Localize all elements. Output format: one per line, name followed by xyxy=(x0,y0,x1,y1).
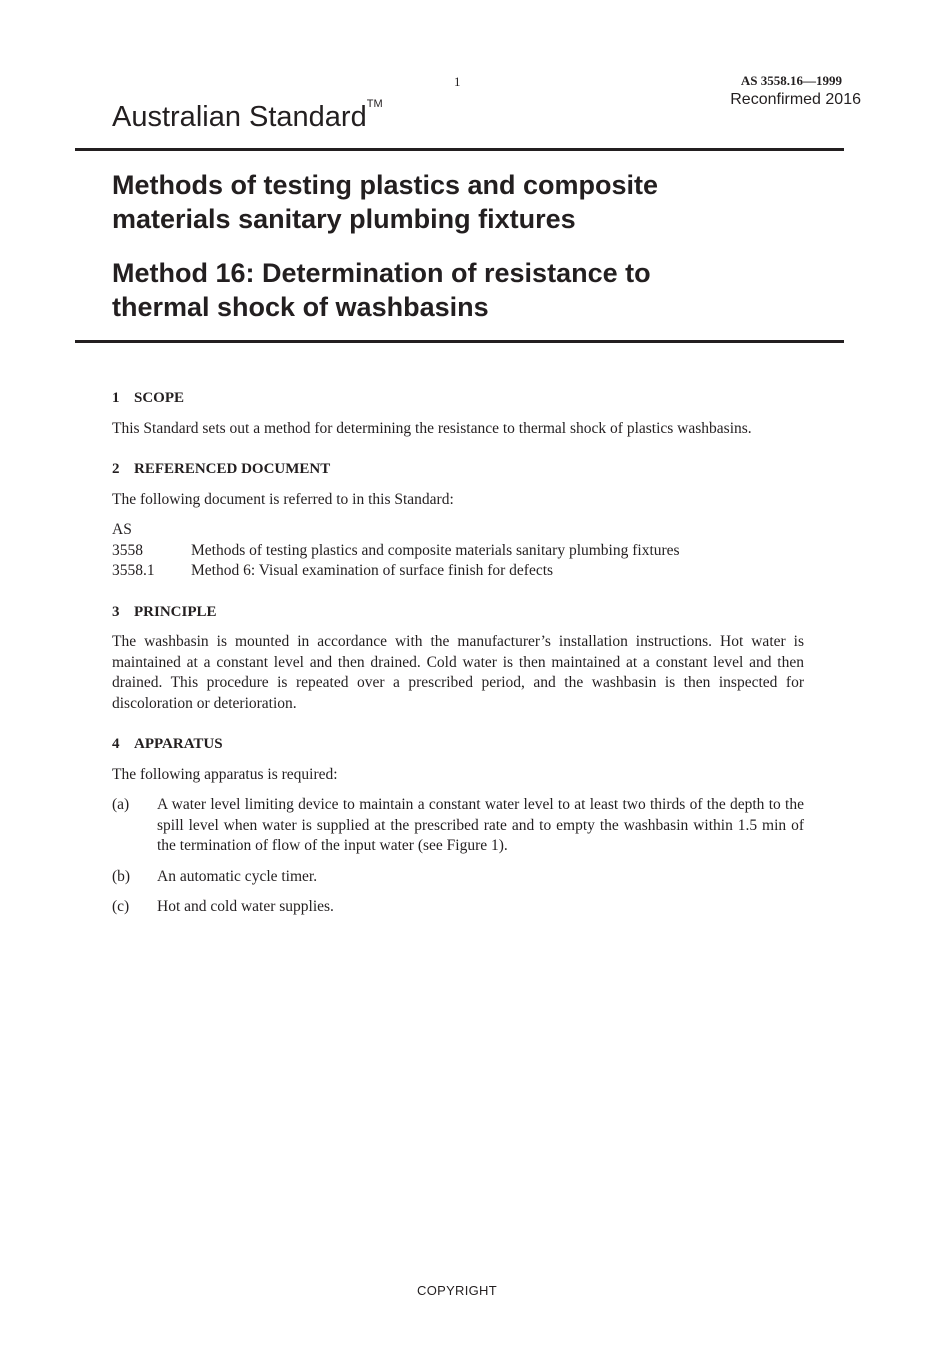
method-title xyxy=(112,256,651,324)
section-heading xyxy=(112,602,804,623)
list-label: (a) xyxy=(112,796,130,813)
reference-title: Method 6: Visual examination of surface finish for defects xyxy=(191,562,554,579)
title-line-1: Methods of testing plastics and composite xyxy=(112,170,659,200)
reference-row xyxy=(112,561,804,582)
reference-number: 3558 xyxy=(112,541,143,559)
section-number: 1 xyxy=(112,390,120,406)
referenced-intro: The following document is referred to in this Standard: xyxy=(112,490,454,508)
reference-title: Methods of testing plastics and composite materials sanitary plumbing fixtures xyxy=(191,541,680,559)
section-number: 3 xyxy=(112,603,120,620)
method-line-2: thermal shock of washbasins xyxy=(112,292,489,322)
reference-number: 3558.1 xyxy=(112,562,155,579)
method-line-1: Method 16: Determination of resistance to xyxy=(112,258,651,288)
standard-code: AS 3558.16—1999 xyxy=(740,73,842,88)
section-title: REFERENCED DOCUMENT xyxy=(134,461,331,477)
section-title: PRINCIPLE xyxy=(134,603,217,620)
list-text: An automatic cycle timer. xyxy=(157,867,318,885)
list-label: (c) xyxy=(112,898,130,915)
page-number: 1 xyxy=(454,74,461,89)
section-title: APPARATUS xyxy=(134,736,223,752)
title-line-2: materials sanitary plumbing fixtures xyxy=(112,204,576,234)
scope-text: This Standard sets out a method for determining the resistance to thermal shock of plastics washbasins. xyxy=(112,419,752,437)
list-item xyxy=(112,867,804,888)
list-text: Hot and cold water supplies. xyxy=(157,898,334,915)
section-apparatus xyxy=(112,734,804,918)
document-body xyxy=(112,388,804,918)
list-text: A water level limiting device to maintain a constant water level to at least two thirds of the depth to the spill level when water is supplied at the prescribed rate and to empty the washbasin within 1.5 min of the termination of flow of the input water (see Figure 1). xyxy=(157,796,804,854)
brand-title xyxy=(112,98,383,134)
section-referenced-document xyxy=(112,459,804,582)
trademark-mark: TM xyxy=(366,98,383,110)
section-heading xyxy=(112,734,804,755)
section-number: 4 xyxy=(112,736,120,752)
apparatus-intro: The following apparatus is required: xyxy=(112,765,338,783)
document-title xyxy=(112,168,658,236)
section-principle xyxy=(112,602,804,715)
reference-prefix: AS xyxy=(112,521,132,538)
brand-name: Australian Standard xyxy=(112,101,367,133)
copyright-footer: COPYRIGHT xyxy=(417,1283,497,1298)
reconfirmed-note: Reconfirmed 2016 xyxy=(730,91,861,108)
list-item xyxy=(112,795,804,857)
top-divider xyxy=(75,148,844,151)
reference-row xyxy=(112,541,804,562)
section-title: SCOPE xyxy=(134,390,185,406)
section-number: 2 xyxy=(112,461,120,477)
list-label: (b) xyxy=(112,867,131,885)
principle-text: The washbasin is mounted in accordance with the manufacturer’s installation instructions. Hot water is maintained at a constant level and then drained. Cold water is then maintained at a constant level and then drained. This procedure is repeated over a prescribed period, and the washbasin is then inspected for discoloration or deterioration. xyxy=(112,633,804,712)
section-heading xyxy=(112,388,804,409)
section-scope xyxy=(112,388,804,439)
section-heading xyxy=(112,459,804,480)
bottom-divider xyxy=(75,340,844,343)
list-item xyxy=(112,897,804,918)
